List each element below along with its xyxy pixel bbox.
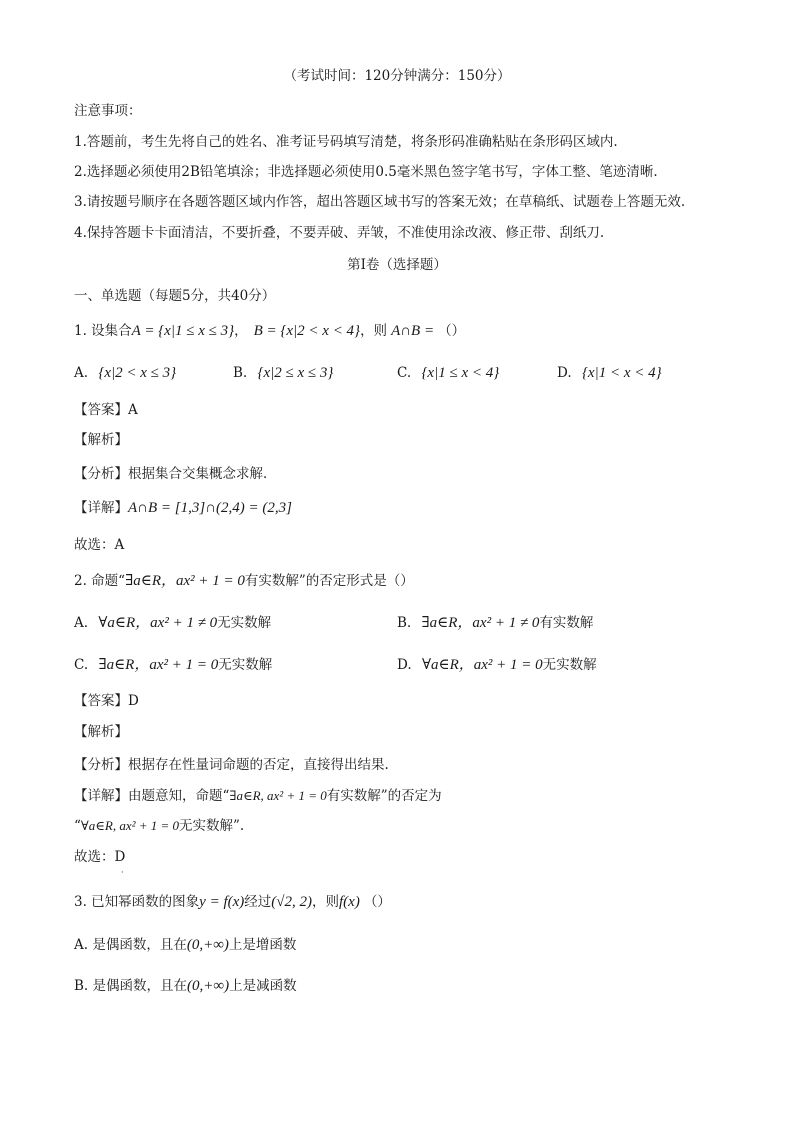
q2-option-d — [397, 656, 597, 674]
q1-stem-suffix: （） — [438, 323, 466, 339]
q1-option-d — [557, 364, 662, 382]
q2-analysis — [74, 756, 389, 774]
q2-analysis-tag: 【解析】 — [74, 724, 128, 740]
option-text: 上是增函数 — [228, 937, 297, 953]
detail-text: 由题意知，命题“ — [128, 788, 230, 804]
q3-stem-prefix: 3. 已知幂函数的图象 — [74, 894, 200, 910]
option-label: A. — [74, 937, 89, 953]
q1-analysis — [74, 465, 277, 483]
q2-option-a — [74, 614, 271, 632]
option-text: 有实数解 — [539, 615, 594, 631]
note-item: 2.选择题必须使用2B铅笔填涂；非选择题必须使用0.5毫米黑色签字笔书写，字体工整、笔迹清晰. — [74, 164, 658, 180]
question-1-stem — [74, 322, 465, 340]
option-text: 无实数解 — [218, 657, 273, 673]
option-math: (0,+∞) — [187, 978, 230, 994]
q2-stem-math: ∃a∈R，ax² + 1 = 0 — [125, 573, 245, 589]
option-text: 无实数解 — [217, 615, 272, 631]
notes-title: 注意事项： — [74, 103, 142, 119]
detail-math: ∃a∈R, ax² + 1 = 0 — [229, 788, 327, 803]
option-math: ∀a∈R，ax² + 1 = 0 — [421, 657, 543, 673]
detail-label: 【详解】 — [74, 788, 128, 804]
option-text: 是偶函数，且在 — [92, 978, 188, 994]
detail-math: ∀a∈R, ax² + 1 = 0 — [80, 818, 180, 833]
q3-stem-mid2: ，则 — [312, 894, 340, 910]
q1-option-c — [397, 364, 499, 382]
q2-option-c — [74, 656, 272, 674]
option-math: {x|2 ≤ x ≤ 3} — [257, 365, 334, 381]
q1-set-a: A = {x|1 ≤ x ≤ 3} — [131, 323, 235, 339]
q3-math-2: (√2, 2) — [271, 894, 313, 910]
q2-stem-prefix: 2. 命题“ — [74, 573, 126, 589]
option-math: ∃a∈R，ax² + 1 = 0 — [98, 657, 219, 673]
option-label: B. — [397, 615, 412, 631]
q3-option-a — [74, 936, 296, 954]
q1-option-a — [74, 364, 176, 382]
section-title: 一、单选题（每题5分，共40分） — [74, 288, 276, 304]
volume-title: 第Ⅰ卷（选择题） — [347, 257, 447, 273]
q1-option-b — [233, 364, 333, 382]
q1-expr: A∩B = — [391, 323, 435, 339]
option-math: {x|1 ≤ x < 4} — [421, 365, 500, 381]
q1-analysis-tag: 【解析】 — [74, 432, 128, 448]
option-text: 上是减函数 — [229, 978, 297, 994]
detail-text: 有实数解”的否定为 — [326, 788, 442, 804]
option-math: ∀a∈R，ax² + 1 ≠ 0 — [98, 615, 218, 631]
q1-stem-mid: ，则 — [360, 323, 388, 339]
option-label: B. — [74, 978, 89, 994]
q1-set-b: B = {x|2 < x < 4} — [253, 323, 361, 339]
option-label: C. — [397, 365, 412, 381]
stray-dot: · — [121, 868, 124, 877]
detail-text: 无实数解”. — [179, 818, 245, 834]
option-label: B. — [233, 365, 248, 381]
option-math: ∃a∈R，ax² + 1 ≠ 0 — [421, 615, 540, 631]
q2-detail-line-2 — [74, 817, 244, 835]
question-3-stem — [74, 893, 391, 911]
option-label: A. — [74, 365, 89, 381]
analysis-label: 【分析】 — [74, 757, 128, 773]
detail-math: A∩B = [1,3]∩(2,4) = (2,3] — [128, 500, 292, 516]
q3-stem-mid: 经过 — [244, 894, 272, 910]
q2-detail — [74, 787, 442, 805]
q2-answer: 【答案】D — [74, 693, 139, 709]
option-math: {x|2 < x ≤ 3} — [98, 365, 177, 381]
exam-info: （考试时间：120分钟满分：150分） — [283, 68, 511, 84]
option-math: (0,+∞) — [186, 937, 229, 953]
q2-choose: 故选：D — [74, 849, 126, 865]
option-label: D. — [397, 657, 412, 673]
analysis-label: 【分析】 — [74, 466, 128, 482]
detail-open-quote: “ — [74, 818, 81, 834]
option-label: A. — [74, 615, 89, 631]
detail-label: 【详解】 — [74, 500, 128, 516]
note-item: 1.答题前，考生先将自己的姓名、准考证号码填写清楚，将条形码准确粘贴在条形码区域内. — [74, 134, 618, 150]
option-text: 是偶函数，且在 — [92, 937, 187, 953]
analysis-text: 根据集合交集概念求解． — [128, 466, 277, 482]
note-item: 4.保持答题卡卡面清洁，不要折叠，不要弄破、弄皱，不准使用涂改液、修正带、刮纸刀. — [74, 225, 605, 241]
q2-stem-suffix: 有实数解”的否定形式是（） — [244, 573, 414, 589]
q3-stem-suffix: （） — [363, 894, 391, 910]
analysis-text: 根据存在性量词命题的否定，直接得出结果. — [128, 757, 389, 773]
q3-math-1: y = f(x) — [199, 894, 245, 910]
q3-option-b — [74, 977, 297, 995]
q1-sep: ， — [234, 323, 248, 339]
q1-choose: 故选：A — [74, 537, 125, 553]
option-math: {x|1 < x < 4} — [581, 365, 662, 381]
q1-answer: 【答案】A — [74, 402, 138, 418]
question-2-stem — [74, 572, 414, 590]
q1-detail — [74, 499, 292, 517]
q1-stem-prefix: 1. 设集合 — [74, 323, 132, 339]
option-label: D. — [557, 365, 572, 381]
q3-math-3: f(x) — [339, 894, 360, 910]
q2-option-b — [397, 614, 593, 632]
note-item: 3.请按题号顺序在各题答题区域内作答，超出答题区域书写的答案无效；在草稿纸、试题卷上答题无效. — [74, 194, 686, 210]
option-text: 无实数解 — [542, 657, 597, 673]
option-label: C. — [74, 657, 89, 673]
